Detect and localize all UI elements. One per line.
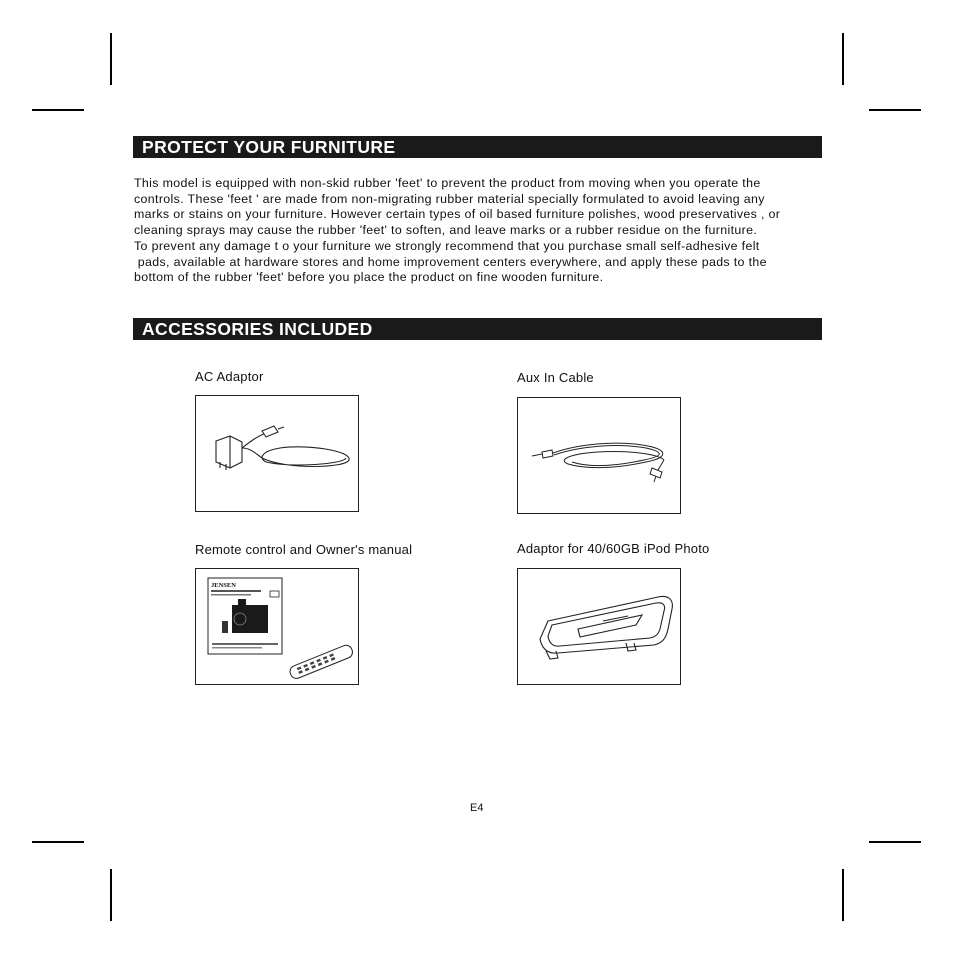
- crop-mark-top-right-vertical: [842, 33, 844, 85]
- paragraph-line: bottom of the rubber 'feet' before you place the product on fine wooden furniture.: [134, 270, 604, 285]
- ipod-dock-adaptor-illustration: [518, 569, 682, 686]
- accessory-image-ac-adaptor: [195, 395, 359, 512]
- accessory-label-aux-cable: Aux In Cable: [517, 370, 594, 385]
- paragraph-line: controls. These 'feet ' are made from non-migrating rubber material specially formulated to avoid leaving any: [134, 191, 765, 206]
- crop-mark-top-left-horizontal: [32, 109, 84, 111]
- crop-mark-bottom-left-horizontal: [32, 841, 84, 843]
- crop-mark-bottom-right-horizontal: [869, 841, 921, 843]
- section-title-protect: PROTECT YOUR FURNITURE: [142, 137, 396, 157]
- accessory-image-aux-cable: [517, 397, 681, 514]
- accessory-label-ipod-adaptor: Adaptor for 40/60GB iPod Photo: [517, 541, 710, 556]
- accessory-label-remote-manual: Remote control and Owner's manual: [195, 542, 413, 557]
- crop-mark-bottom-right-vertical: [842, 869, 844, 921]
- accessory-label-ac-adaptor: AC Adaptor: [195, 369, 264, 384]
- paragraph-line: marks or stains on your furniture. However certain types of oil based furniture polishes, wood preservatives , or: [134, 207, 781, 222]
- aux-cable-illustration: [518, 398, 682, 515]
- accessory-image-ipod-adaptor: [517, 568, 681, 685]
- paragraph-line: To prevent any damage t o your furniture we strongly recommend that you purchase small self-adhesive felt: [134, 238, 760, 253]
- protect-paragraph: [134, 176, 824, 286]
- accessory-image-remote-manual: [195, 568, 359, 685]
- paragraph-line: pads, available at hardware stores and home improvement centers everywhere, and apply these pads to the: [134, 254, 767, 269]
- section-header-accessories: [133, 318, 822, 340]
- paragraph-line: This model is equipped with non-skid rubber 'feet' to prevent the product from moving when you operate the: [134, 176, 761, 190]
- manual-brand-logo: JENSEN: [211, 582, 236, 589]
- remote-and-manual-illustration: [196, 569, 360, 686]
- crop-mark-top-right-horizontal: [869, 109, 921, 111]
- section-title-accessories: ACCESSORIES INCLUDED: [142, 319, 373, 339]
- section-header-protect: [133, 136, 822, 158]
- paragraph-line: cleaning sprays may cause the rubber 'feet' to soften, and leave marks or a rubber residue on the furniture.: [134, 223, 758, 238]
- page-number: E4: [470, 802, 484, 814]
- ac-adaptor-illustration: [196, 396, 360, 513]
- crop-mark-top-left-vertical: [110, 33, 112, 85]
- crop-mark-bottom-left-vertical: [110, 869, 112, 921]
